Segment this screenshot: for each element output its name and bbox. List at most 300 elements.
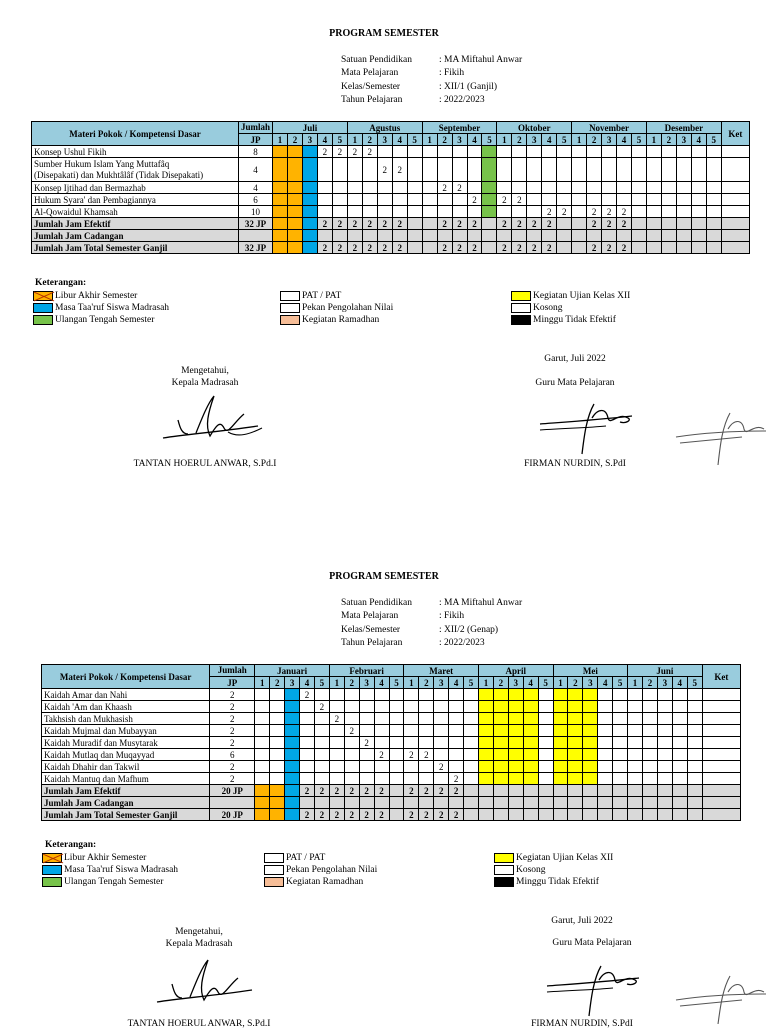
cell-week: [538, 689, 553, 701]
cell-week: [344, 701, 359, 713]
cell-week: [437, 194, 452, 206]
cell-week: [628, 761, 643, 773]
cell-week: [643, 749, 658, 761]
semester-1: [0, 0, 768, 512]
cell-week: [643, 773, 658, 785]
header-month: Maret: [404, 665, 479, 677]
cell-week: [646, 158, 661, 182]
cell-week: [583, 749, 598, 761]
cell-week: [572, 146, 587, 158]
signature-role: Kepala Madrasah: [171, 378, 239, 388]
header-week: 3: [285, 677, 300, 689]
cell-week: [538, 809, 553, 821]
cell-week: [437, 158, 452, 182]
right-role: Guru Mata Pelajaran: [552, 938, 632, 948]
cell-week: 2: [434, 785, 449, 797]
cell-week: [270, 749, 285, 761]
cell-week: [419, 761, 434, 773]
cell-week: 2: [452, 242, 467, 254]
header-ket: Ket: [721, 122, 749, 146]
cell-week: [464, 761, 479, 773]
cell-week: [255, 809, 270, 821]
cell-week: [523, 737, 538, 749]
cell-week: [676, 182, 691, 194]
legend-swatch: [511, 315, 531, 325]
header-week: 1: [273, 134, 288, 146]
cell-week: [302, 230, 317, 242]
cell-week: 2: [362, 218, 377, 230]
cell-week: 2: [512, 242, 527, 254]
cell-week: [553, 773, 568, 785]
cell-week: [314, 737, 329, 749]
cell-week: [538, 737, 553, 749]
cell-week: [583, 761, 598, 773]
cell-week: [255, 785, 270, 797]
cell-week: [392, 146, 407, 158]
cell-week: [632, 242, 647, 254]
header-week: 2: [419, 677, 434, 689]
cell-week: [300, 701, 315, 713]
cell-week: 2: [392, 242, 407, 254]
cell-week: [583, 773, 598, 785]
cell-week: 2: [377, 242, 392, 254]
legend-swatch: [42, 865, 62, 875]
header-month: Februari: [329, 665, 404, 677]
cell-week: [643, 797, 658, 809]
cell-jp: 6: [238, 194, 272, 206]
summary-row: [32, 230, 750, 242]
cell-week: [285, 689, 300, 701]
cell-week: [389, 785, 404, 797]
legend-swatch: [494, 877, 514, 887]
cell-week: [568, 749, 583, 761]
cell-week: 2: [332, 218, 347, 230]
cell-week: [657, 713, 672, 725]
cell-week: [617, 230, 632, 242]
header-week: 3: [452, 134, 467, 146]
cell-jp: 8: [238, 146, 272, 158]
cell-week: [676, 158, 691, 182]
cell-week: [300, 713, 315, 725]
legend-swatch: [511, 291, 531, 301]
cell-week: [493, 773, 508, 785]
cell-week: [407, 182, 422, 194]
header-week: 5: [613, 677, 628, 689]
cell-week: [628, 737, 643, 749]
cell-week: [404, 737, 419, 749]
cell-week: [362, 206, 377, 218]
summary-row: [42, 809, 741, 821]
cell-week: [359, 725, 374, 737]
cell-week: 2: [347, 242, 362, 254]
cell-week: [389, 713, 404, 725]
signature-image: [536, 398, 636, 458]
cell-week: 2: [329, 809, 344, 821]
cell-week: 2: [419, 809, 434, 821]
cell-week: 2: [497, 218, 512, 230]
cell-week: 2: [332, 146, 347, 158]
cell-week: [538, 773, 553, 785]
cell-week: 2: [419, 749, 434, 761]
cell-week: [449, 737, 464, 749]
cell-week: [672, 797, 687, 809]
legend-swatch: [264, 877, 284, 887]
cell-week: [646, 242, 661, 254]
cell-week: [672, 749, 687, 761]
cell-week: [362, 230, 377, 242]
cell-week: [478, 761, 493, 773]
cell-ket: [702, 737, 740, 749]
cell-week: 2: [314, 809, 329, 821]
cell-week: 2: [362, 242, 377, 254]
cell-week: [497, 230, 512, 242]
cell-week: [407, 194, 422, 206]
cell-week: [587, 194, 602, 206]
header-month: Agustus: [347, 122, 422, 134]
cell-week: [374, 773, 389, 785]
cell-week: 2: [527, 242, 542, 254]
cell-week: [508, 737, 523, 749]
cell-week: [404, 761, 419, 773]
cell-week: [449, 797, 464, 809]
cell-week: 2: [512, 218, 527, 230]
info-block: [341, 597, 522, 650]
cell-week: [255, 713, 270, 725]
cell-week: [437, 230, 452, 242]
cell-week: 2: [497, 194, 512, 206]
header-week: 4: [598, 677, 613, 689]
cell-week: [347, 230, 362, 242]
cell-week: [706, 158, 721, 182]
cell-week: 2: [617, 206, 632, 218]
cell-week: [587, 182, 602, 194]
cell-materi: Jumlah Jam Cadangan: [32, 230, 239, 242]
cell-week: [300, 773, 315, 785]
header-week: 5: [557, 134, 572, 146]
info-value: : MA Miftahul Anwar: [439, 55, 523, 65]
cell-week: [706, 242, 721, 254]
program-table: [41, 664, 741, 821]
cell-week: 2: [347, 218, 362, 230]
cell-week: [255, 701, 270, 713]
info-value: : Fikih: [439, 68, 465, 79]
cell-week: [434, 725, 449, 737]
cell-week: [646, 194, 661, 206]
cell-jp: [238, 230, 272, 242]
legend-col-1: [42, 852, 178, 888]
cell-week: [422, 146, 437, 158]
cell-week: [687, 797, 702, 809]
cell-week: [302, 218, 317, 230]
header-week: 2: [437, 134, 452, 146]
cell-week: [467, 146, 482, 158]
cell-week: [583, 701, 598, 713]
cell-week: [270, 689, 285, 701]
cell-week: [464, 725, 479, 737]
cell-week: [646, 206, 661, 218]
cross-pattern-icon: [33, 291, 53, 301]
cell-week: [568, 689, 583, 701]
cell-week: [404, 689, 419, 701]
info-value: : 2022/2023: [439, 637, 485, 648]
signature-image: [672, 970, 768, 1024]
header-materi: Materi Pokok / Kompetensi Dasar: [32, 122, 239, 146]
cell-materi: Jumlah Jam Efektif: [42, 785, 210, 797]
cell-week: [628, 797, 643, 809]
cell-week: [422, 230, 437, 242]
cell-week: [527, 182, 542, 194]
cell-week: [270, 737, 285, 749]
cell-week: [478, 797, 493, 809]
cell-week: [359, 701, 374, 713]
cell-week: 2: [602, 206, 617, 218]
cell-week: [542, 194, 557, 206]
cell-materi: Jumlah Jam Total Semester Ganjil: [42, 809, 210, 821]
cell-week: [553, 809, 568, 821]
cell-week: [389, 725, 404, 737]
cell-week: [452, 158, 467, 182]
cell-week: [508, 749, 523, 761]
header-week: 2: [493, 677, 508, 689]
cell-week: [467, 182, 482, 194]
table-row: [32, 146, 750, 158]
table-row: [42, 725, 741, 737]
header-week: 4: [300, 677, 315, 689]
legend-swatch: [494, 853, 514, 863]
cell-ket: [702, 713, 740, 725]
header-week: 1: [255, 677, 270, 689]
cell-week: [377, 146, 392, 158]
table-row: [42, 761, 741, 773]
cell-week: 2: [587, 218, 602, 230]
header-week: 2: [344, 677, 359, 689]
cell-week: [419, 701, 434, 713]
header-week: 1: [497, 134, 512, 146]
cell-week: [523, 773, 538, 785]
cell-week: 2: [317, 218, 332, 230]
cell-week: [672, 773, 687, 785]
cell-ket: [702, 809, 740, 821]
cell-week: [523, 701, 538, 713]
cell-week: [329, 749, 344, 761]
cell-jp: 2: [210, 737, 255, 749]
header-week: 1: [422, 134, 437, 146]
cell-week: [270, 785, 285, 797]
cell-week: [377, 230, 392, 242]
cell-week: [657, 785, 672, 797]
place-date: Garut, Juli 2022: [544, 354, 606, 364]
cell-week: [497, 182, 512, 194]
cell-week: [583, 689, 598, 701]
cell-week: [691, 182, 706, 194]
cell-week: [317, 206, 332, 218]
cell-week: [587, 230, 602, 242]
header-week: 5: [314, 677, 329, 689]
cell-week: [344, 761, 359, 773]
cell-week: [646, 218, 661, 230]
cell-week: 2: [347, 146, 362, 158]
cell-week: [285, 761, 300, 773]
cell-materi: Al-Qowaidul Khamsah: [32, 206, 239, 218]
cell-week: [508, 773, 523, 785]
cell-week: [344, 797, 359, 809]
header-week: 5: [407, 134, 422, 146]
cell-week: [598, 809, 613, 821]
cell-week: [657, 701, 672, 713]
cell-week: [285, 785, 300, 797]
cell-week: [538, 761, 553, 773]
cell-week: [661, 218, 676, 230]
cell-week: [273, 182, 288, 194]
semester-2: [0, 542, 768, 1029]
cell-week: [602, 182, 617, 194]
cell-week: 2: [587, 242, 602, 254]
left-signer-name: TANTAN HOERUL ANWAR, S.Pd.I: [127, 1019, 271, 1029]
cell-week: [706, 194, 721, 206]
cell-week: [285, 809, 300, 821]
cell-week: [300, 737, 315, 749]
cell-week: [317, 194, 332, 206]
cell-week: [389, 701, 404, 713]
cell-week: [657, 725, 672, 737]
cell-week: [389, 749, 404, 761]
cell-week: [687, 689, 702, 701]
summary-row: [32, 242, 750, 254]
cell-week: 2: [404, 785, 419, 797]
info-key: Kelas/Semester: [341, 81, 401, 92]
cell-materi: Kaidah Mujmal dan Mubayyan: [42, 725, 210, 737]
cell-week: [568, 797, 583, 809]
cell-week: [557, 218, 572, 230]
header-week: 2: [661, 134, 676, 146]
cell-week: [285, 737, 300, 749]
cell-week: [557, 146, 572, 158]
cell-week: [632, 218, 647, 230]
cell-week: [632, 230, 647, 242]
cell-week: [314, 761, 329, 773]
header-week: 1: [478, 677, 493, 689]
cell-week: [602, 158, 617, 182]
cell-week: 2: [419, 785, 434, 797]
cell-week: [302, 206, 317, 218]
header-week: 1: [628, 677, 643, 689]
cell-week: [478, 809, 493, 821]
cell-week: [329, 773, 344, 785]
cell-week: [392, 194, 407, 206]
cell-jp: 2: [210, 701, 255, 713]
cell-week: 2: [404, 809, 419, 821]
cell-week: [329, 797, 344, 809]
cell-week: [572, 158, 587, 182]
cell-week: [523, 809, 538, 821]
cell-week: [407, 146, 422, 158]
cell-week: [568, 761, 583, 773]
legend-swatch: [33, 315, 53, 325]
cell-week: [374, 701, 389, 713]
header-week: 1: [572, 134, 587, 146]
cell-week: [464, 701, 479, 713]
cell-week: 2: [374, 809, 389, 821]
cell-week: [527, 194, 542, 206]
cell-week: 2: [434, 761, 449, 773]
cell-week: [613, 761, 628, 773]
cell-week: [568, 713, 583, 725]
cell-week: [643, 725, 658, 737]
cell-week: [419, 689, 434, 701]
header-week: 5: [464, 677, 479, 689]
signature-image: [543, 960, 643, 1020]
left-signer-name: TANTAN HOERUL ANWAR, S.Pd.I: [133, 459, 277, 469]
summary-row: [32, 218, 750, 230]
cell-ket: [721, 242, 749, 254]
cell-week: [478, 713, 493, 725]
legend-swatch: [42, 877, 62, 887]
cell-week: [392, 230, 407, 242]
cell-week: [542, 146, 557, 158]
cell-week: [404, 797, 419, 809]
cell-week: [332, 182, 347, 194]
cell-week: [359, 689, 374, 701]
cell-ket: [721, 230, 749, 242]
cell-week: 2: [467, 218, 482, 230]
cell-week: [389, 737, 404, 749]
cell-week: [467, 206, 482, 218]
cell-week: [598, 797, 613, 809]
header-month: Mei: [553, 665, 628, 677]
cell-week: [493, 809, 508, 821]
cell-week: 2: [374, 785, 389, 797]
table-row: [32, 194, 750, 206]
cell-week: 2: [329, 713, 344, 725]
cell-ket: [702, 797, 740, 809]
cell-week: [538, 749, 553, 761]
cell-week: 2: [392, 218, 407, 230]
cell-week: [602, 230, 617, 242]
cell-week: [572, 194, 587, 206]
cell-week: [598, 773, 613, 785]
cell-jp: 6: [210, 749, 255, 761]
cell-week: [706, 182, 721, 194]
cell-week: [508, 689, 523, 701]
header-week: 5: [706, 134, 721, 146]
cell-week: [374, 689, 389, 701]
signature-image: [158, 388, 268, 454]
cell-jp: 2: [210, 713, 255, 725]
info-value: : Fikih: [439, 611, 465, 622]
cell-week: [288, 206, 303, 218]
right-role: Guru Mata Pelajaran: [535, 378, 615, 388]
cell-jp: [210, 797, 255, 809]
left-signature-block: [130, 365, 280, 389]
cell-week: [628, 749, 643, 761]
cell-week: [657, 809, 672, 821]
cell-week: [288, 218, 303, 230]
cell-week: [661, 194, 676, 206]
legend-swatch: [264, 853, 284, 863]
header-week: 4: [617, 134, 632, 146]
cell-week: [285, 773, 300, 785]
cell-week: [344, 749, 359, 761]
table-row: [32, 206, 750, 218]
cell-week: [523, 761, 538, 773]
cell-week: [512, 230, 527, 242]
cell-week: [613, 689, 628, 701]
cell-week: [538, 725, 553, 737]
cell-week: [587, 146, 602, 158]
cell-week: [628, 689, 643, 701]
cell-week: [300, 761, 315, 773]
cell-week: [512, 206, 527, 218]
